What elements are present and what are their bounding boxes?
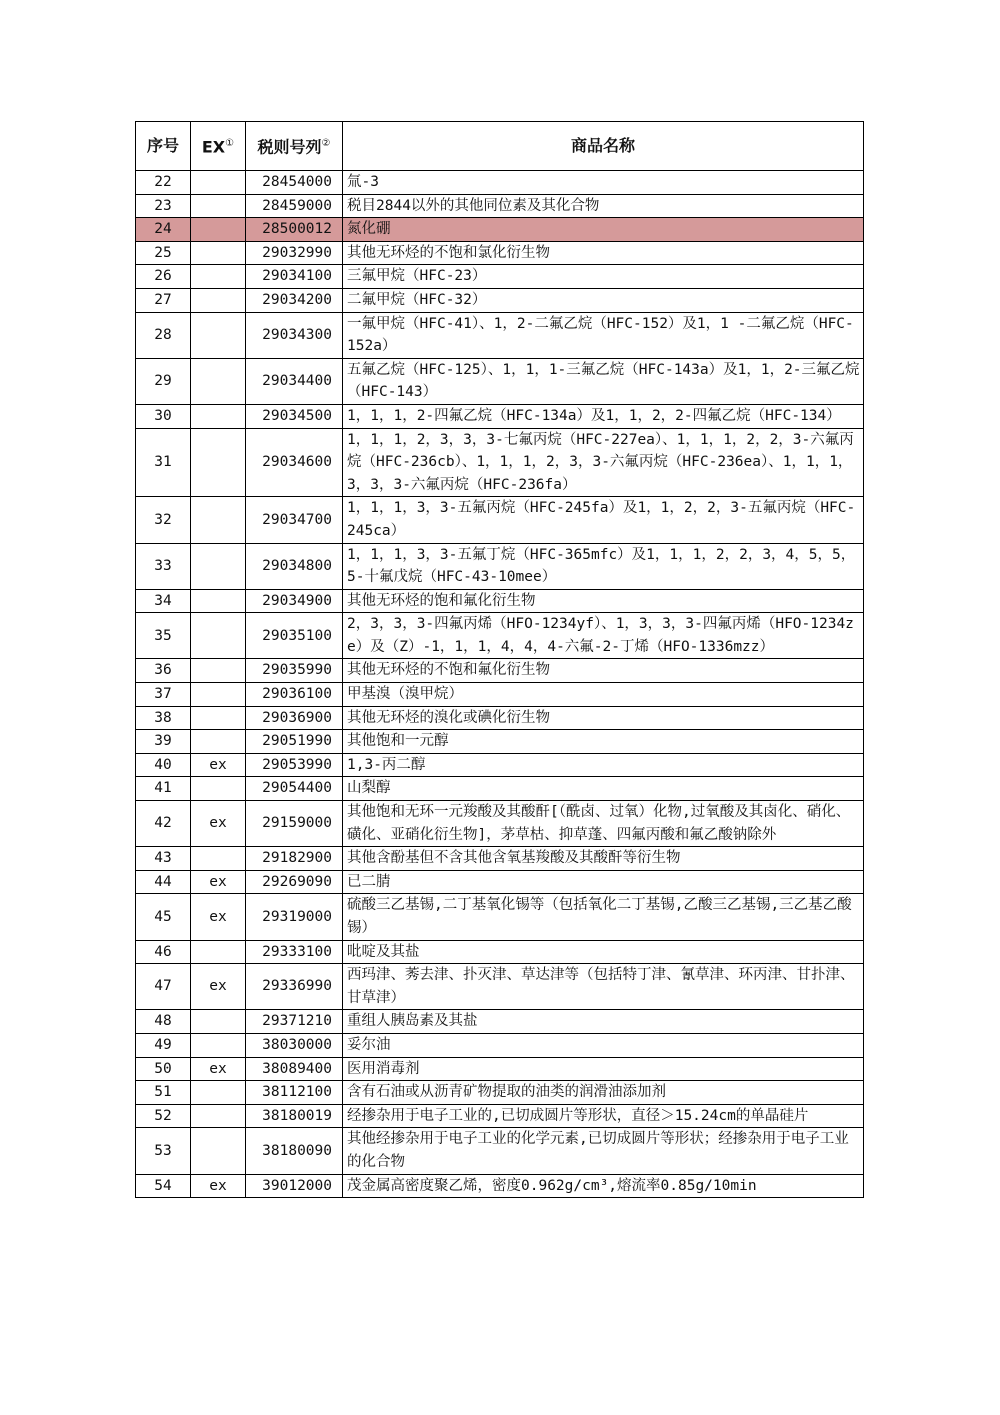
table-row xyxy=(136,1010,864,1034)
cell-ex xyxy=(191,589,246,613)
cell-product-name: 妥尔油 xyxy=(343,1033,864,1057)
cell-seq: 26 xyxy=(136,265,191,289)
cell-tariff-code: 38180019 xyxy=(246,1104,343,1128)
table-row xyxy=(136,589,864,613)
cell-seq: 34 xyxy=(136,589,191,613)
cell-seq: 30 xyxy=(136,404,191,428)
cell-product-name: 五氟乙烷（HFC-125）、1，1，1-三氟乙烷（HFC-143a）及1，1，2-三氟乙烷（HFC-143） xyxy=(343,358,864,404)
footnote-mark-1: ① xyxy=(225,138,235,150)
cell-ex: ex xyxy=(191,964,246,1010)
cell-seq: 24 xyxy=(136,218,191,242)
cell-seq: 47 xyxy=(136,964,191,1010)
cell-seq: 27 xyxy=(136,288,191,312)
table-row xyxy=(136,288,864,312)
cell-tariff-code: 29034700 xyxy=(246,497,343,543)
table-row xyxy=(136,894,864,940)
cell-product-name: 一氟甲烷（HFC-41）、1，2-二氟乙烷（HFC-152）及1，1 -二氟乙烷（HFC-152a） xyxy=(343,312,864,358)
cell-tariff-code: 29035990 xyxy=(246,659,343,683)
table-row xyxy=(136,312,864,358)
table-row xyxy=(136,753,864,777)
cell-tariff-code: 29035100 xyxy=(246,613,343,659)
cell-seq: 35 xyxy=(136,613,191,659)
cell-ex xyxy=(191,241,246,265)
cell-tariff-code: 29053990 xyxy=(246,753,343,777)
cell-ex: ex xyxy=(191,870,246,894)
cell-ex xyxy=(191,428,246,497)
table-row xyxy=(136,1081,864,1105)
table-row xyxy=(136,194,864,218)
cell-ex xyxy=(191,194,246,218)
cell-tariff-code: 38089400 xyxy=(246,1057,343,1081)
cell-tariff-code: 29036900 xyxy=(246,706,343,730)
table-row xyxy=(136,706,864,730)
table-row xyxy=(136,218,864,242)
cell-ex: ex xyxy=(191,1174,246,1198)
cell-tariff-code: 29036100 xyxy=(246,683,343,707)
cell-seq: 40 xyxy=(136,753,191,777)
cell-ex xyxy=(191,659,246,683)
table-row xyxy=(136,404,864,428)
cell-product-name: 已二腈 xyxy=(343,870,864,894)
cell-seq: 29 xyxy=(136,358,191,404)
cell-product-name: 税目2844以外的其他同位素及其化合物 xyxy=(343,194,864,218)
header-product-name: 商品名称 xyxy=(343,122,864,171)
cell-seq: 33 xyxy=(136,543,191,589)
cell-tariff-code: 29034300 xyxy=(246,312,343,358)
cell-tariff-code: 29034400 xyxy=(246,358,343,404)
cell-product-name: 1,3-丙二醇 xyxy=(343,753,864,777)
cell-product-name: 吡啶及其盐 xyxy=(343,940,864,964)
cell-seq: 36 xyxy=(136,659,191,683)
cell-ex xyxy=(191,940,246,964)
cell-tariff-code: 38112100 xyxy=(246,1081,343,1105)
cell-tariff-code: 38180090 xyxy=(246,1128,343,1174)
table-row xyxy=(136,1128,864,1174)
cell-tariff-code: 29333100 xyxy=(246,940,343,964)
header-seq: 序号 xyxy=(136,122,191,171)
cell-ex: ex xyxy=(191,1057,246,1081)
cell-seq: 54 xyxy=(136,1174,191,1198)
cell-ex xyxy=(191,1128,246,1174)
table-row xyxy=(136,659,864,683)
cell-seq: 37 xyxy=(136,683,191,707)
header-ex: EX① xyxy=(191,122,246,171)
table-body xyxy=(136,171,864,1198)
header-tariff-code: 税则号列② xyxy=(246,122,343,171)
table-row xyxy=(136,241,864,265)
table-row xyxy=(136,683,864,707)
cell-product-name: 其他无环烃的不饱和氯化衍生物 xyxy=(343,241,864,265)
cell-product-name: 2，3，3，3-四氟丙烯（HFO-1234yf）、1，3，3，3-四氟丙烯（HFO-1234ze）及（Z）-1，1，1，4，4，4-六氟-2-丁烯（HFO-1336mzz） xyxy=(343,613,864,659)
table-row xyxy=(136,777,864,801)
cell-tariff-code: 28459000 xyxy=(246,194,343,218)
cell-seq: 50 xyxy=(136,1057,191,1081)
cell-tariff-code: 29034800 xyxy=(246,543,343,589)
cell-tariff-code: 29032990 xyxy=(246,241,343,265)
table-row xyxy=(136,265,864,289)
cell-ex xyxy=(191,171,246,195)
cell-tariff-code: 29034500 xyxy=(246,404,343,428)
table-row xyxy=(136,940,864,964)
cell-ex xyxy=(191,706,246,730)
cell-product-name: 其他无环烃的饱和氟化衍生物 xyxy=(343,589,864,613)
table-row xyxy=(136,543,864,589)
table-row xyxy=(136,1033,864,1057)
cell-seq: 38 xyxy=(136,706,191,730)
cell-tariff-code: 39012000 xyxy=(246,1174,343,1198)
table-row xyxy=(136,964,864,1010)
cell-tariff-code: 29051990 xyxy=(246,730,343,754)
cell-ex xyxy=(191,1033,246,1057)
cell-product-name: 经掺杂用于电子工业的,已切成圆片等形状，直径＞15.24cm的单晶硅片 xyxy=(343,1104,864,1128)
cell-tariff-code: 28454000 xyxy=(246,171,343,195)
table-row xyxy=(136,847,864,871)
cell-product-name: 含有石油或从沥青矿物提取的油类的润滑油添加剂 xyxy=(343,1081,864,1105)
table-row xyxy=(136,171,864,195)
cell-seq: 49 xyxy=(136,1033,191,1057)
cell-ex xyxy=(191,847,246,871)
table-row xyxy=(136,730,864,754)
cell-tariff-code: 29034200 xyxy=(246,288,343,312)
table-row xyxy=(136,1174,864,1198)
cell-ex: ex xyxy=(191,753,246,777)
cell-tariff-code: 29054400 xyxy=(246,777,343,801)
cell-tariff-code: 29319000 xyxy=(246,894,343,940)
footnote-mark-2: ② xyxy=(321,138,331,150)
cell-tariff-code: 29269090 xyxy=(246,870,343,894)
cell-ex: ex xyxy=(191,894,246,940)
cell-tariff-code: 29371210 xyxy=(246,1010,343,1034)
cell-seq: 43 xyxy=(136,847,191,871)
cell-ex xyxy=(191,404,246,428)
table-row xyxy=(136,1057,864,1081)
cell-product-name: 硫酸三乙基锡,二丁基氧化锡等（包括氧化二丁基锡,乙酸三乙基锡,三乙基乙酸锡） xyxy=(343,894,864,940)
cell-ex xyxy=(191,777,246,801)
table-header-row xyxy=(136,122,864,171)
table-row xyxy=(136,358,864,404)
cell-ex xyxy=(191,497,246,543)
cell-ex: ex xyxy=(191,801,246,847)
cell-seq: 51 xyxy=(136,1081,191,1105)
cell-product-name: 二氟甲烷（HFC-32） xyxy=(343,288,864,312)
cell-product-name: 其他无环烃的不饱和氟化衍生物 xyxy=(343,659,864,683)
cell-product-name: 其他饱和一元醇 xyxy=(343,730,864,754)
cell-seq: 45 xyxy=(136,894,191,940)
cell-ex xyxy=(191,683,246,707)
cell-tariff-code: 38030000 xyxy=(246,1033,343,1057)
cell-seq: 28 xyxy=(136,312,191,358)
cell-tariff-code: 29159000 xyxy=(246,801,343,847)
table-row xyxy=(136,428,864,497)
cell-product-name: 其他饱和无环一元羧酸及其酸酐[（酰卤、过氧）化物,过氧酸及其卤化、硝化、磺化、亚硝化衍生物]，茅草枯、抑草蓬、四氟丙酸和氟乙酸钠除外 xyxy=(343,801,864,847)
cell-seq: 48 xyxy=(136,1010,191,1034)
cell-product-name: 重组人胰岛素及其盐 xyxy=(343,1010,864,1034)
cell-ex xyxy=(191,613,246,659)
cell-product-name: 1，1，1，2-四氟乙烷（HFC-134a）及1，1，2，2-四氟乙烷（HFC-134） xyxy=(343,404,864,428)
cell-ex xyxy=(191,730,246,754)
cell-ex xyxy=(191,1081,246,1105)
cell-ex xyxy=(191,358,246,404)
cell-product-name: 1，1，1，3，3-五氟丁烷（HFC-365mfc）及1，1，1，2，2，3，4，5，5，5-十氟戊烷（HFC-43-10mee） xyxy=(343,543,864,589)
cell-ex xyxy=(191,218,246,242)
cell-product-name: 其他无环烃的溴化或碘化衍生物 xyxy=(343,706,864,730)
cell-product-name: 1，1，1，3，3-五氟丙烷（HFC-245fa）及1，1，2，2，3-五氟丙烷（HFC-245ca） xyxy=(343,497,864,543)
cell-ex xyxy=(191,1010,246,1034)
cell-product-name: 氚-3 xyxy=(343,171,864,195)
table-row xyxy=(136,497,864,543)
table-row xyxy=(136,613,864,659)
cell-product-name: 1，1，1，2，3，3，3-七氟丙烷（HFC-227ea）、1，1，1，2，2，3-六氟丙烷（HFC-236cb）、1，1，1，2，3，3-六氟丙烷（HFC-236ea）、1，1，1，3，3，3-六氟丙烷（HFC-236fa） xyxy=(343,428,864,497)
cell-tariff-code: 29182900 xyxy=(246,847,343,871)
cell-tariff-code: 29034100 xyxy=(246,265,343,289)
cell-tariff-code: 29034600 xyxy=(246,428,343,497)
cell-ex xyxy=(191,1104,246,1128)
cell-tariff-code: 29336990 xyxy=(246,964,343,1010)
cell-product-name: 其他经掺杂用于电子工业的化学元素,已切成圆片等形状；经掺杂用于电子工业的化合物 xyxy=(343,1128,864,1174)
cell-product-name: 氮化硼 xyxy=(343,218,864,242)
table-row xyxy=(136,870,864,894)
cell-seq: 22 xyxy=(136,171,191,195)
tariff-table xyxy=(135,121,864,1198)
cell-product-name: 茂金属高密度聚乙烯，密度0.962g/cm³,熔流率0.85g/10min xyxy=(343,1174,864,1198)
cell-product-name: 山梨醇 xyxy=(343,777,864,801)
cell-seq: 42 xyxy=(136,801,191,847)
cell-seq: 23 xyxy=(136,194,191,218)
cell-seq: 44 xyxy=(136,870,191,894)
cell-ex xyxy=(191,288,246,312)
table-row xyxy=(136,1104,864,1128)
cell-seq: 32 xyxy=(136,497,191,543)
cell-seq: 53 xyxy=(136,1128,191,1174)
cell-seq: 31 xyxy=(136,428,191,497)
cell-ex xyxy=(191,312,246,358)
cell-product-name: 西玛津、莠去津、扑灭津、草达津等（包括特丁津、氰草津、环丙津、甘扑津、甘草津） xyxy=(343,964,864,1010)
cell-product-name: 医用消毒剂 xyxy=(343,1057,864,1081)
cell-seq: 46 xyxy=(136,940,191,964)
cell-seq: 25 xyxy=(136,241,191,265)
cell-product-name: 三氟甲烷（HFC-23） xyxy=(343,265,864,289)
cell-product-name: 甲基溴（溴甲烷） xyxy=(343,683,864,707)
cell-ex xyxy=(191,543,246,589)
cell-tariff-code: 28500012 xyxy=(246,218,343,242)
cell-seq: 41 xyxy=(136,777,191,801)
cell-seq: 39 xyxy=(136,730,191,754)
cell-ex xyxy=(191,265,246,289)
cell-tariff-code: 29034900 xyxy=(246,589,343,613)
cell-product-name: 其他含酚基但不含其他含氧基羧酸及其酸酐等衍生物 xyxy=(343,847,864,871)
cell-seq: 52 xyxy=(136,1104,191,1128)
table-row xyxy=(136,801,864,847)
